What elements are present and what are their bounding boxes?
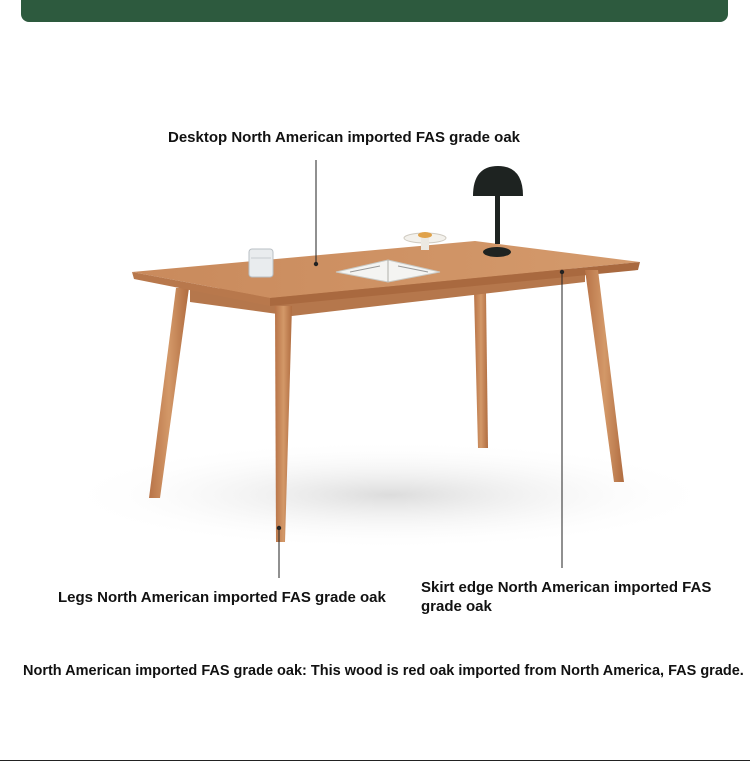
glass	[249, 249, 273, 277]
material-footnote: North American imported FAS grade oak: This wood is red oak imported from North America, FAS grade.	[23, 663, 744, 679]
callout-skirt-label: Skirt edge North American imported FAS grade oak	[421, 579, 712, 615]
callout-desktop-label: Desktop North American imported FAS grade oak	[168, 129, 521, 146]
bottom-divider	[0, 760, 750, 761]
callout-legs-label: Legs North American imported FAS grade oak	[58, 589, 386, 606]
lamp-shade	[473, 166, 523, 196]
table-leg-front-right	[585, 270, 624, 482]
lamp-stem	[495, 196, 500, 244]
table-leg-back-right	[474, 292, 488, 448]
lamp-base	[483, 247, 511, 257]
